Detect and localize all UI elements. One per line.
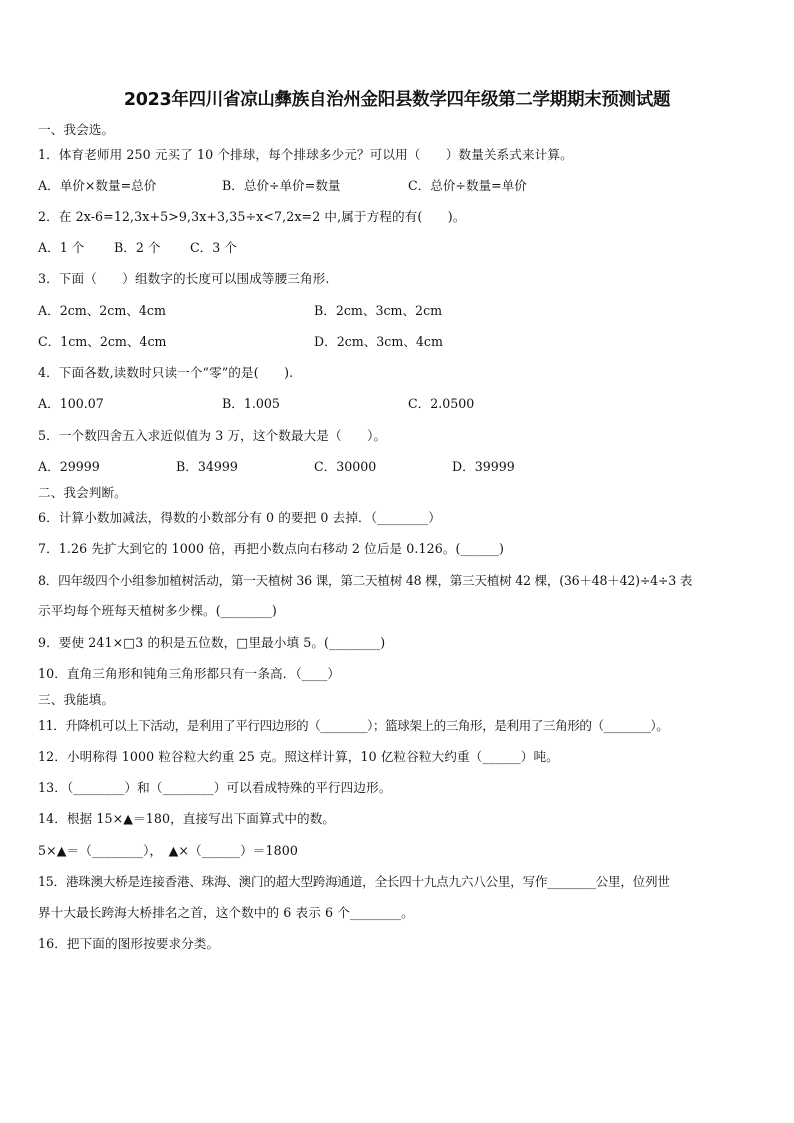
question-14-expressions: 5×▲＝（________）， ▲×（______）＝1800 <box>38 843 298 858</box>
question-7: 7．1.26 先扩大到它的 1000 倍，再把小数点向右移动 2 位后是 0.126。(______) <box>38 541 504 556</box>
question-4-option-c: C．2.0500 <box>408 396 475 411</box>
question-2-stem: 2．在 2x-6=12,3x+5>9,3x+3,35÷x<7,2x=2 中,属于方程的有( )。 <box>38 209 466 224</box>
question-3-option-a: A．2cm、2cm、4cm <box>38 303 166 318</box>
page-title: 2023年四川省凉山彝族自治州金阳县数学四年级第二学期期末预测试题 <box>123 90 671 110</box>
question-8-line-2: 示平均每个班每天植树多少棵。(________) <box>38 603 277 618</box>
question-5-option-a: A．29999 <box>38 459 100 474</box>
question-3-stem: 3．下面（ ）组数字的长度可以围成等腰三角形. <box>38 271 330 286</box>
question-4-option-b: B．1.005 <box>222 396 280 411</box>
question-5-option-d: D．39999 <box>452 459 515 474</box>
question-2-option-a: A．1 个 <box>38 240 85 255</box>
question-5-stem: 5．一个数四舍五入求近似值为 3 万，这个数最大是（ ）。 <box>38 428 387 443</box>
question-3-option-c: C．1cm、2cm、4cm <box>38 334 167 349</box>
question-15-line-1: 15．港珠澳大桥是连接香港、珠海、澳门的超大型跨海通道，全长四十九点九六八公里，写作________公里，位列世 <box>38 874 670 889</box>
question-12: 12．小明称得 1000 粒谷粒大约重 25 克。照这样计算，10 亿粒谷粒大约重（______）吨。 <box>38 749 559 764</box>
question-14-stem: 14．根据 15×▲＝180，直接写出下面算式中的数。 <box>38 811 336 826</box>
question-1-option-b: B．总价÷单价=数量 <box>222 178 341 193</box>
section-heading-judge: 二、我会判断。 <box>38 485 127 500</box>
question-1-option-a: A．单价×数量=总价 <box>38 178 157 193</box>
question-11: 11．升降机可以上下活动，是利用了平行四边形的（________）；篮球架上的三角形，是利用了三角形的（________）。 <box>38 718 669 733</box>
question-15-line-2: 界十大最长跨海大桥排名之首，这个数中的 6 表示 6 个________。 <box>38 905 414 920</box>
question-6: 6．计算小数加减法，得数的小数部分有 0 的要把 0 去掉．（________） <box>38 510 441 525</box>
question-2-option-c: C．3 个 <box>190 240 237 255</box>
question-4-stem: 4．下面各数,读数时只读一个“零”的是( ). <box>38 365 294 380</box>
question-3-option-b: B．2cm、3cm、2cm <box>314 303 443 318</box>
question-5-option-b: B．34999 <box>176 459 238 474</box>
question-1-stem: 1．体育老师用 250 元买了 10 个排球，每个排球多少元？可以用（ ）数量关系式来计算。 <box>38 147 573 162</box>
question-9: 9．要使 241×□3 的积是五位数，□里最小填 5。(________) <box>38 635 386 650</box>
question-1-option-c: C．总价÷数量=单价 <box>408 178 527 193</box>
question-16: 16．把下面的图形按要求分类。 <box>38 936 220 951</box>
question-8-line-1: 8．四年级四个小组参加植树活动，第一天植树 36 课，第二天植树 48 棵，第三天植树 42 棵，(36＋48＋42)÷4÷3 表 <box>38 573 693 588</box>
question-3-option-d: D．2cm、3cm、4cm <box>314 334 443 349</box>
question-5-option-c: C．30000 <box>314 459 377 474</box>
question-4-option-a: A．100.07 <box>38 396 104 411</box>
section-heading-fill: 三、我能填。 <box>38 692 115 707</box>
section-heading-choose: 一、我会选。 <box>38 122 115 137</box>
question-13: 13．（________）和（________）可以看成特殊的平行四边形。 <box>38 780 392 795</box>
question-10: 10．直角三角形和钝角三角形都只有一条高．（____） <box>38 666 341 681</box>
question-2-option-b: B．2 个 <box>114 240 161 255</box>
